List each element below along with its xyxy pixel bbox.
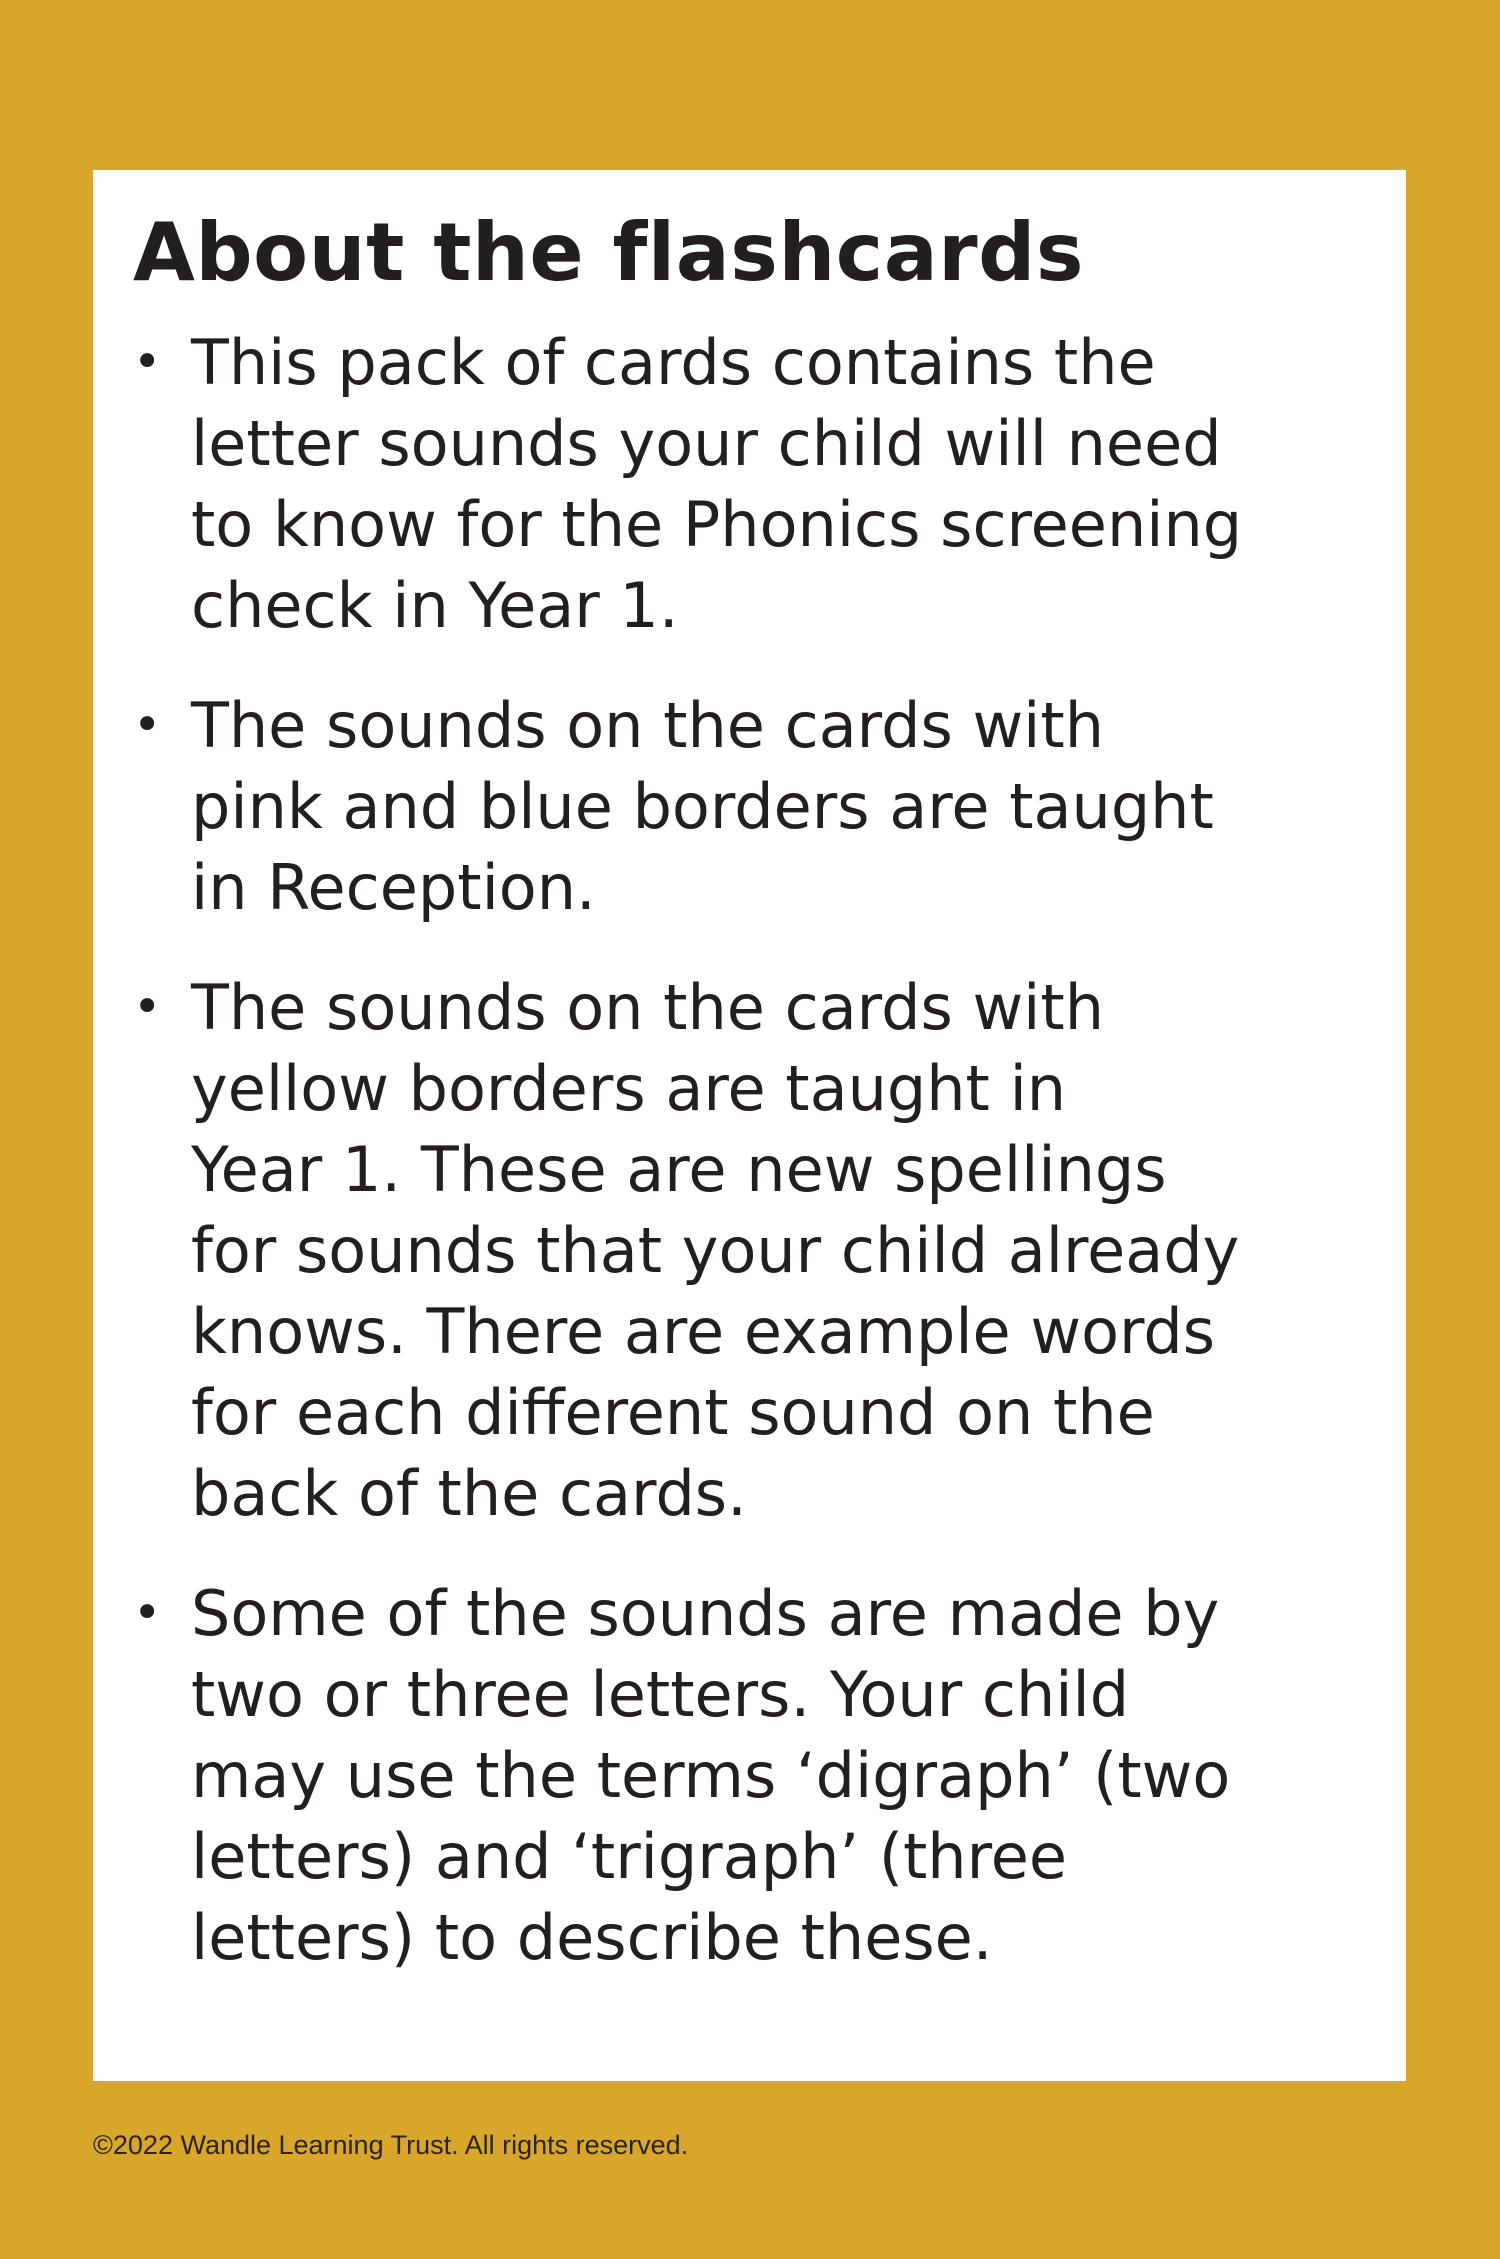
- bullet-line: to know for the Phonics screening: [191, 487, 1243, 561]
- bullet-list: [133, 322, 1376, 1978]
- bullet-line: The sounds on the cards with: [191, 970, 1104, 1044]
- bullet-line: letters) to describe these.: [191, 1900, 993, 1974]
- bullet-line: Some of the sounds are made by: [191, 1576, 1220, 1650]
- bullet-icon: •: [133, 978, 162, 1035]
- bullet-line: knows. There are example words: [191, 1294, 1216, 1368]
- bullet-line: may use the terms ‘digraph’ (two: [191, 1738, 1231, 1812]
- bullet-line: in Reception.: [191, 850, 596, 924]
- bullet-line: for each different sound on the: [191, 1375, 1155, 1449]
- bullet-line: for sounds that your child already: [191, 1213, 1240, 1287]
- card-title: About the flashcards: [133, 206, 1085, 299]
- bullet-line: check in Year 1.: [191, 568, 679, 642]
- bullet-line: pink and blue borders are taught: [191, 769, 1214, 843]
- bullet-line: back of the cards.: [191, 1456, 747, 1530]
- bullet-line: two or three letters. Your child: [191, 1657, 1130, 1731]
- copyright-footer: ©2022 Wandle Learning Trust. All rights reserved.: [93, 2130, 689, 2160]
- bullet-item: [133, 322, 1376, 646]
- bullet-line: The sounds on the cards with: [191, 688, 1104, 762]
- bullet-line: letters) and ‘trigraph’ (three: [191, 1819, 1068, 1893]
- bullet-item: [133, 967, 1376, 1534]
- bullet-line: This pack of cards contains the: [191, 325, 1156, 399]
- bullet-icon: •: [133, 1584, 162, 1641]
- bullet-icon: •: [133, 696, 162, 753]
- bullet-item: [133, 1573, 1376, 1978]
- bullet-item: [133, 685, 1376, 928]
- flashcard-info-card: [93, 170, 1406, 2081]
- bullet-line: yellow borders are taught in: [191, 1051, 1067, 1125]
- bullet-line: letter sounds your child will need: [191, 406, 1222, 480]
- bullet-icon: •: [133, 333, 162, 390]
- bullet-line: Year 1. These are new spellings: [191, 1132, 1167, 1206]
